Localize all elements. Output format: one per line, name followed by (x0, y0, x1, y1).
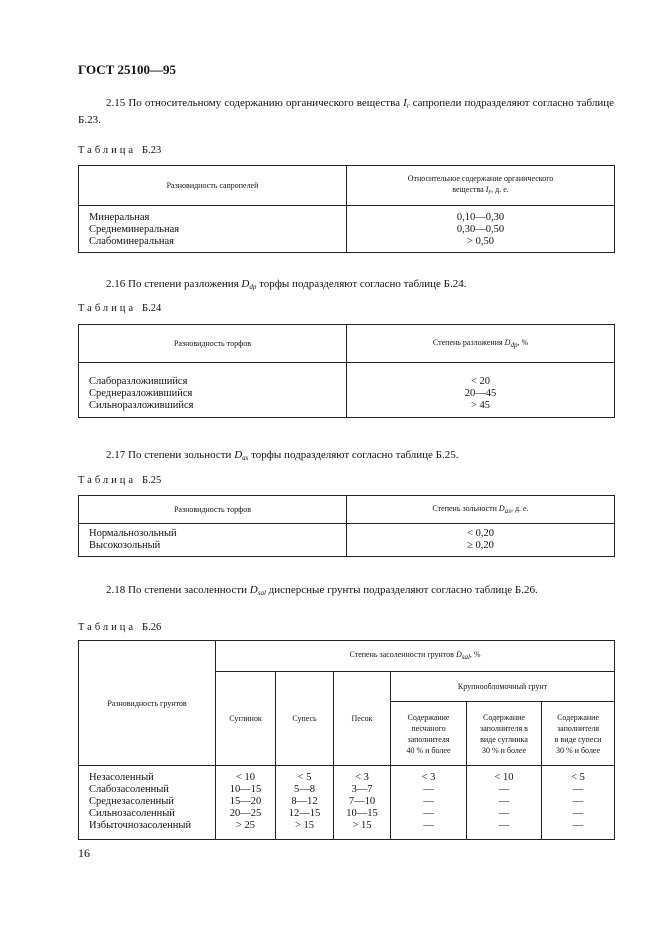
t26-head-top: Степень засоленности грунтов $D_{sal}$, % (216, 641, 615, 672)
t23-names: Минеральная Среднеминеральная Слабоминеральная (79, 206, 347, 253)
t26-head-left: Разновидность грунтов (79, 641, 216, 766)
t26-sandyloam-values: < 5 5—8 8—12 12—15 > 15 (276, 766, 334, 840)
t23-head-right: Относительное содержание органического вещества $I_r$, д. е. (347, 166, 615, 206)
t26-coarse-sandyloam-values: < 5 — — — — (542, 766, 615, 840)
page-number: 16 (78, 846, 90, 860)
t23-values: 0,10—0,30 0,30—0,50 > 0,50 (347, 206, 615, 253)
t23-head-left: Разновидность сапропелей (79, 166, 347, 206)
t26-head-coarse: Крупнообломочный грунт (391, 672, 615, 702)
t26-col-coarse-sand: Содержание песчаного заполнителя 40 % и более (391, 702, 467, 766)
table-b26-caption: Таблица Б.26 (78, 622, 162, 633)
table-b24 (78, 324, 615, 418)
t24-names: Слаборазложившийся Среднеразложившийся Сильноразложившийся (79, 363, 347, 418)
table-b26 (78, 640, 615, 840)
t26-coarse-sand-values: < 3 — — — — (391, 766, 467, 840)
t26-col-loam: Суглинок (216, 672, 276, 766)
table-b25 (78, 495, 615, 557)
table-b25-caption: Таблица Б.25 (78, 475, 162, 486)
table-b23 (78, 165, 615, 253)
t26-names: Незасоленный Слабозасоленный Среднезасоленный Сильнозасоленный Избыточнозасоленный (79, 766, 216, 840)
t26-col-sandyloam: Супесь (276, 672, 334, 766)
t26-loam-values: < 10 10—15 15—20 20—25 > 25 (216, 766, 276, 840)
t24-values: < 20 20—45 > 45 (347, 363, 615, 418)
t24-head-left: Разновидность торфов (79, 325, 347, 363)
t25-head-left: Разновидность торфов (79, 496, 347, 524)
t24-head-right: Степень разложения $D_{dp}$, % (347, 325, 615, 363)
t26-col-sand: Песок (334, 672, 391, 766)
t26-sand-values: < 3 3—7 7—10 10—15 > 15 (334, 766, 391, 840)
table-b23-caption: Таблица Б.23 (78, 145, 162, 156)
paragraph-2-15: 2.15 По относительному содержанию органического вещества $I_r$ сапропели подразделяют согласно таблице Б.23. (78, 97, 614, 126)
paragraph-2-18: 2.18 По степени засоленности $D_{sal}$ дисперсные грунты подразделяют согласно таблице Б.26. (106, 584, 538, 597)
paragraph-2-16: 2.16 По степени разложения $D_{dp}$ торфы подразделяют согласно таблице Б.24. (106, 278, 467, 291)
t25-head-right: Степень зольности $D_{as}$, д. е. (347, 496, 615, 524)
t25-names: Нормальнозольный Высокозольный (79, 524, 347, 557)
t25-values: < 0,20 ≥ 0,20 (347, 524, 615, 557)
t26-col-coarse-loam: Содержание заполнителя в виде суглинка 30 % и более (467, 702, 542, 766)
table-b24-caption: Таблица Б.24 (78, 303, 162, 314)
t26-coarse-loam-values: < 10 — — — — (467, 766, 542, 840)
paragraph-2-17: 2.17 По степени зольности $D_{as}$ торфы подразделяют согласно таблице Б.25. (106, 449, 459, 462)
t26-col-coarse-sandyloam: Содержание заполнителя в виде супеси 30 % и более (542, 702, 615, 766)
document-header: ГОСТ 25100—95 (78, 62, 177, 77)
